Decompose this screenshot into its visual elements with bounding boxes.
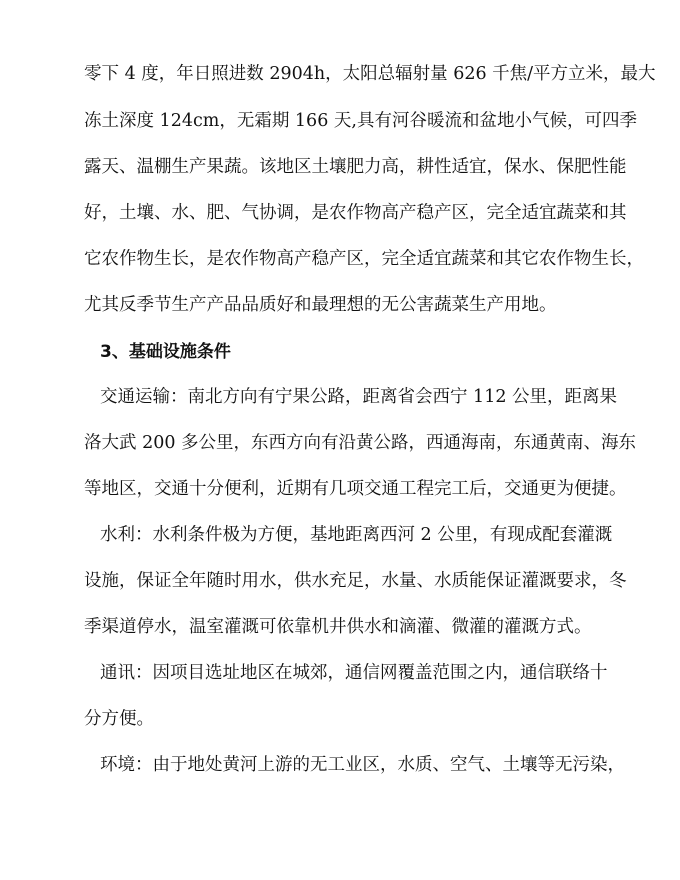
text-line: 洛大武 200 多公里，东西方向有沿黄公路，西通海南，东通黄南、海东: [84, 433, 637, 453]
section-heading: 3、基础设施条件: [100, 342, 231, 362]
text-line: 水利：水利条件极为方便，基地距离西河 2 公里，有现成配套灌溉: [100, 525, 613, 545]
text-line: 好，土壤、水、肥、气协调，是农作物高产稳产区，完全适宜蔬菜和其: [84, 203, 627, 223]
text-line: 环境：由于地处黄河上游的无工业区，水质、空气、土壤等无污染，: [100, 755, 625, 775]
text-line: 设施，保证全年随时用水，供水充足，水量、水质能保证灌溉要求，冬: [84, 571, 627, 591]
text-line: 露天、温棚生产果蔬。该地区土壤肥力高，耕性适宜，保水、保肥性能: [84, 157, 627, 177]
text-line: 零下 4 度，年日照进数 2904h，太阳总辐射量 626 千焦/平方立米，最大: [84, 64, 656, 84]
text-line: 交通运输：南北方向有宁果公路，距离省会西宁 112 公里，距离果: [100, 387, 618, 407]
text-line: 季渠道停水，温室灌溉可依靠机井供水和滴灌、微灌的灌溉方式。: [84, 617, 592, 637]
text-line: 尤其反季节生产产品品质好和最理想的无公害蔬菜生产用地。: [84, 295, 557, 315]
text-line: 它农作物生长，是农作物高产稳产区，完全适宜蔬菜和其它农作物生长，: [84, 249, 644, 269]
text-line: 分方便。: [84, 709, 154, 729]
text-line: 冻土深度 124cm，无霜期 166 天,具有河谷暖流和盆地小气候，可四季: [84, 111, 637, 131]
text-line: 通讯：因项目选址地区在城郊，通信网覆盖范围之内，通信联络十: [100, 663, 608, 683]
text-line: 等地区，交通十分便利，近期有几项交通工程完工后，交通更为便捷。: [84, 479, 627, 499]
